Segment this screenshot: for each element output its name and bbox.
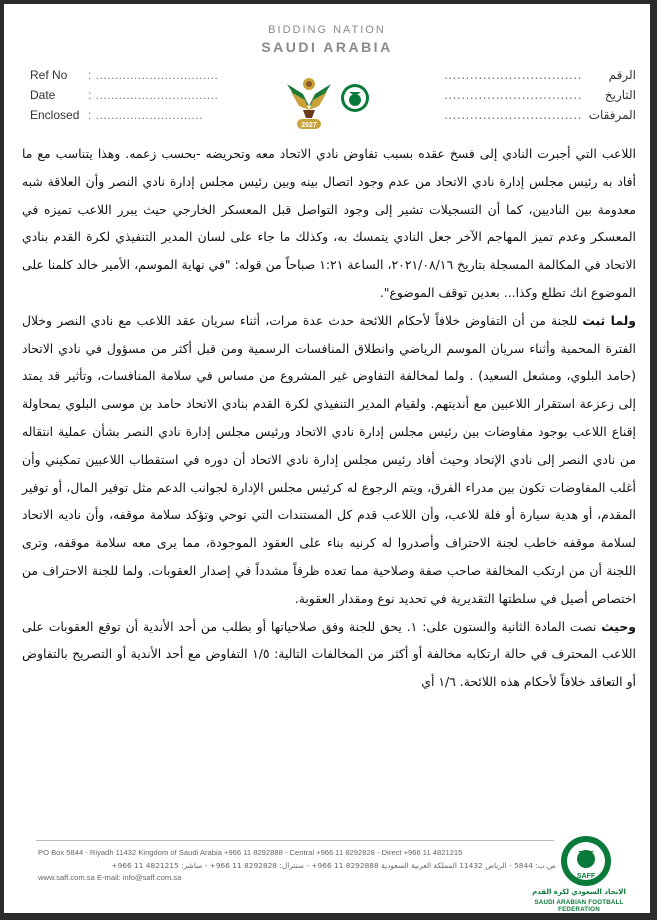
- ref-no-label: Ref No: [30, 68, 68, 82]
- footer-address-english: PO Box 5844 - Riyadh 11432 Kingdom of Saudi Arabia +966 11 8292888 - Central +966 11 8292828 - Direct +966 11 4821215: [38, 848, 463, 857]
- federation-name-english: SAUDI ARABIAN FOOTBALL FEDERATION: [534, 899, 624, 913]
- paragraph-2: [22, 307, 636, 613]
- date-label: Date: [30, 88, 56, 102]
- arabic-enclosed-field: [444, 106, 636, 126]
- arabic-enclosed-label: المرفقات: [588, 108, 636, 122]
- ref-no-field: [30, 66, 218, 86]
- saff-abbrev: SAFF: [576, 873, 596, 880]
- arabic-date-value: ................................: [443, 88, 582, 102]
- ref-no-value: : ................................: [88, 68, 219, 82]
- enclosed-value: : ............................: [88, 108, 204, 122]
- enclosed-label: Enclosed: [30, 108, 80, 122]
- saff-logo-icon: [559, 834, 613, 888]
- paragraph-2-lead: ولما ثبت: [582, 312, 636, 328]
- letter-page: [4, 4, 650, 913]
- paragraph-3-lead: وحيث: [601, 618, 636, 634]
- federation-name-arabic: الاتحاد السعودي لكرة القدم: [532, 888, 626, 896]
- bid-logo-art: [281, 62, 377, 134]
- footer-web-email: www.saff.com.sa E-mail: info@saff.com.sa: [38, 873, 182, 882]
- bid-brand-line2: SAUDI ARABIA: [261, 39, 393, 55]
- arabic-date-field: [444, 86, 636, 106]
- bid-brand-line1: BIDDING NATION: [268, 24, 386, 36]
- paragraph-3: [22, 613, 636, 696]
- footer-divider: [36, 840, 554, 841]
- letter-body: [22, 140, 636, 696]
- arabic-date-label: التاريخ: [604, 88, 636, 102]
- bid-logos: [281, 62, 377, 134]
- arabic-enclosed-value: ................................: [443, 108, 582, 122]
- arabic-ref-value: ................................: [443, 68, 582, 82]
- date-field: [30, 86, 218, 106]
- paragraph-3-text: نصت المادة الثانية والستون على: ١. يحق للجنة وفق صلاحياتها أو بطلب من أحد الأندية أن توقع العقوبات على اللاعب المحترف في حالة ارتكابه مخالفة أو أكثر من المخالفات التالية: ١/٥ التفاوض مع أحد الأندية أو التصريح بالتفاوض أو التعاقد خلافاً لأحكام هذه اللائحة. ١/٦ أي: [22, 618, 636, 690]
- arabic-ref-field: [444, 66, 636, 86]
- enclosed-field: [30, 106, 218, 126]
- paragraph-1: اللاعب التي أجبرت النادي إلى فسخ عقده بسبب تفاوض نادي الاتحاد معه وتحريضه -بحسب زعمه. وهذا يتناسب مع ما أفاد به رئيس مجلس إدارة نادي الاتحاد من عدم وجود اتصال بينه وبين رئيس مجلس إدارة نادي النصر وأن العلاقة شبه معدومة بين الناديين، كما أن التسجيلات تشير إلى وجود التواصل قبل المعسكر الخارجي حيث يبرر اللاعب تميزه في المعسكر وعدم تميز المهاجم الآخر جعل النادي يتمسك به، وكذلك ما جاء على لسان المدير التنفيذي لكرة القدم بنادي الاتحاد في المكالمة المسجلة بتاريخ ٢٠٢١/٠٨/١٦، الساعة ١:٢١ صباحاً من قوله: "في نهاية الموسم، الأمير خالد كلمنا على الموضوع انك تطلع وكذا... بعدين توقف الموضوع".: [22, 146, 636, 300]
- date-value: : ................................: [88, 88, 219, 102]
- svg-text:2027: 2027: [301, 122, 317, 129]
- paragraph-2-text: للجنة من أن التفاوض خلافاً لأحكام اللائحة حدث عدة مرات، أثناء سريان عقد اللاعب مع نادي النصر وخلال الفترة المحمية وأثناء سريان الموسم الرياضي وانطلاق المنافسات الرسمية ومن قبل أكثر من مسؤول في نادي الاتحاد (حامد البلوي، ومشعل السعيد) . ولما لمخالفة التفاوض غير المشروع من مساس في سلامة المنافسات، وتأثير قد يمتد إلى زعزعة استقرار اللاعبين مع أنديتهم. ولقيام المدير التنفيذي لكرة القدم بنادي الاتحاد حامد بن موسى البلوي بمحاولة إقناع اللاعب بوجود مفاوضات بين رئيس مجلس إدارة نادي الاتحاد ورئيس مجلس إدارة نادي النصر بشأن عملية انتقاله من نادي النصر إلى نادي الإتحاد وحيث أفاد رئيس مجلس إدارة نادي الاتحاد أن دوره في استقطاب اللاعبين تمكيني وأن أغلب المفاوضات تكون بين مدراء الفرق، ويتم الرجوع له كرئيس مجلس الإدارة لجوانب الدعم مثل توفير المال، أو توفير المقدم، أو هدية سيارة أو فلة للاعب، وأن اللاعب قدم كل المستندات التي توحي وتؤكد سلامة موقفه، وأن ناديه الاتحاد لسلامة موقفه خاطب لجنة الاحتراف وأصدروا له كرنيه بناء على العقود الموجودة، مما يرى معه سلامة موقفه، وترى اللجنة أن من ارتكب المخالفة صاحب صفة وصلاحية مما تعده ظرفاً مشدداً في إصدار العقوبات. ولما للجنة الاحتراف من اختصاص أصيل في سلطتها التقديرية في تحديد نوع ومقدار العقوبة.: [22, 312, 636, 606]
- footer-address-arabic: ص.ب: 5844 - الرياض 11432 المملكة العربية السعودية 8292888 11 966+ - سنترال: 8292828 11 966+ - مباشر: 4821215 11 966+: [111, 861, 556, 870]
- saff-emblem-icon: [341, 84, 369, 112]
- header-fields-english: [30, 66, 218, 126]
- arabic-ref-label: الرقم: [608, 68, 636, 82]
- header-fields-arabic: [444, 66, 636, 126]
